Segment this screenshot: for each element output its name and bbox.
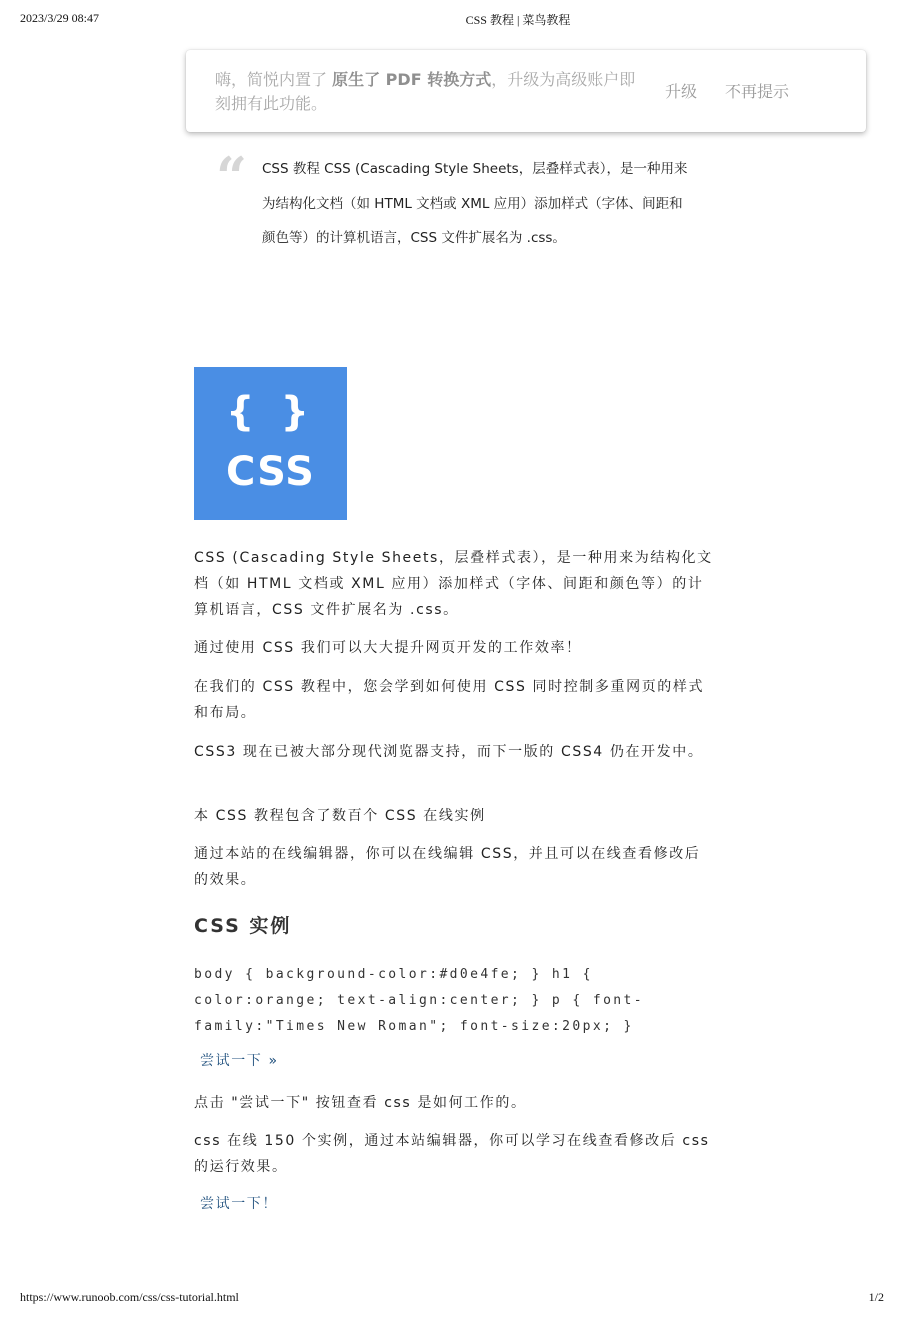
print-url: https://www.runoob.com/css/css-tutorial.html xyxy=(20,1290,239,1304)
logo-braces: { } xyxy=(226,389,315,435)
upgrade-banner xyxy=(186,50,866,132)
paragraph-css3: CSS3 现在已被大部分现代浏览器支持，而下一版的 CSS4 仍在开发中。 xyxy=(194,744,704,760)
paragraph-efficiency: 通过使用 CSS 我们可以大大提升网页开发的工作效率！ xyxy=(194,640,582,656)
paragraph-learn: 在我们的 CSS 教程中，您会学到如何使用 CSS 同时控制多重网页的样式和布局。 xyxy=(194,679,705,721)
upgrade-button[interactable]: 升级 xyxy=(665,82,698,101)
banner-message xyxy=(215,68,645,116)
try-it-link[interactable]: 尝试一下 » xyxy=(200,1053,279,1069)
dismiss-button[interactable]: 不再提示 xyxy=(725,82,790,101)
code-sample: body { background-color:#d0e4fe; } h1 { color:orange; text-align:center; } p { font-family:"Times New Roman"; font-size:20px; } xyxy=(194,967,644,1034)
try-it-link-2[interactable]: 尝试一下！ xyxy=(200,1196,278,1212)
css-logo-image xyxy=(194,367,347,520)
section-heading: CSS 实例 xyxy=(194,915,292,937)
print-page-title: CSS 教程 | 菜鸟教程 xyxy=(465,13,571,27)
banner-text-bold: 原生了 PDF 转换方式 xyxy=(332,70,492,89)
logo-word: CSS xyxy=(226,449,315,495)
paragraph-try-hint: 点击 "尝试一下" 按钮查看 css 是如何工作的。 xyxy=(194,1095,527,1111)
paragraph-editor: 通过本站的在线编辑器，你可以在线编辑 CSS，并且可以在线查看修改后的效果。 xyxy=(194,846,701,888)
banner-text-suffix: ，升级为高级账户即刻拥有此功能。 xyxy=(215,70,636,113)
quote-icon: “ xyxy=(216,145,248,209)
paragraph-examples: 本 CSS 教程包含了数百个 CSS 在线实例 xyxy=(194,808,486,824)
print-datetime: 2023/3/29 08:47 xyxy=(20,11,100,25)
print-page-number: 1/2 xyxy=(868,1290,884,1304)
banner-text-prefix: 嗨，简悦内置了 xyxy=(215,70,328,89)
quote-text: CSS 教程 CSS (Cascading Style Sheets，层叠样式表），是一种用来为结构化文档（如 HTML 文档或 XML 应用）添加样式（字体、间距和颜色等）的计算机语言，CSS 文件扩展名为 .css。 xyxy=(262,161,688,246)
paragraph-intro: CSS (Cascading Style Sheets，层叠样式表），是一种用来为结构化文档（如 HTML 文档或 XML 应用）添加样式（字体、间距和颜色等）的计算机语言，CSS 文件扩展名为 .css。 xyxy=(194,550,713,618)
paragraph-online-examples: css 在线 150 个实例，通过本站编辑器，你可以学习在线查看修改后 css 的运行效果。 xyxy=(194,1133,710,1175)
